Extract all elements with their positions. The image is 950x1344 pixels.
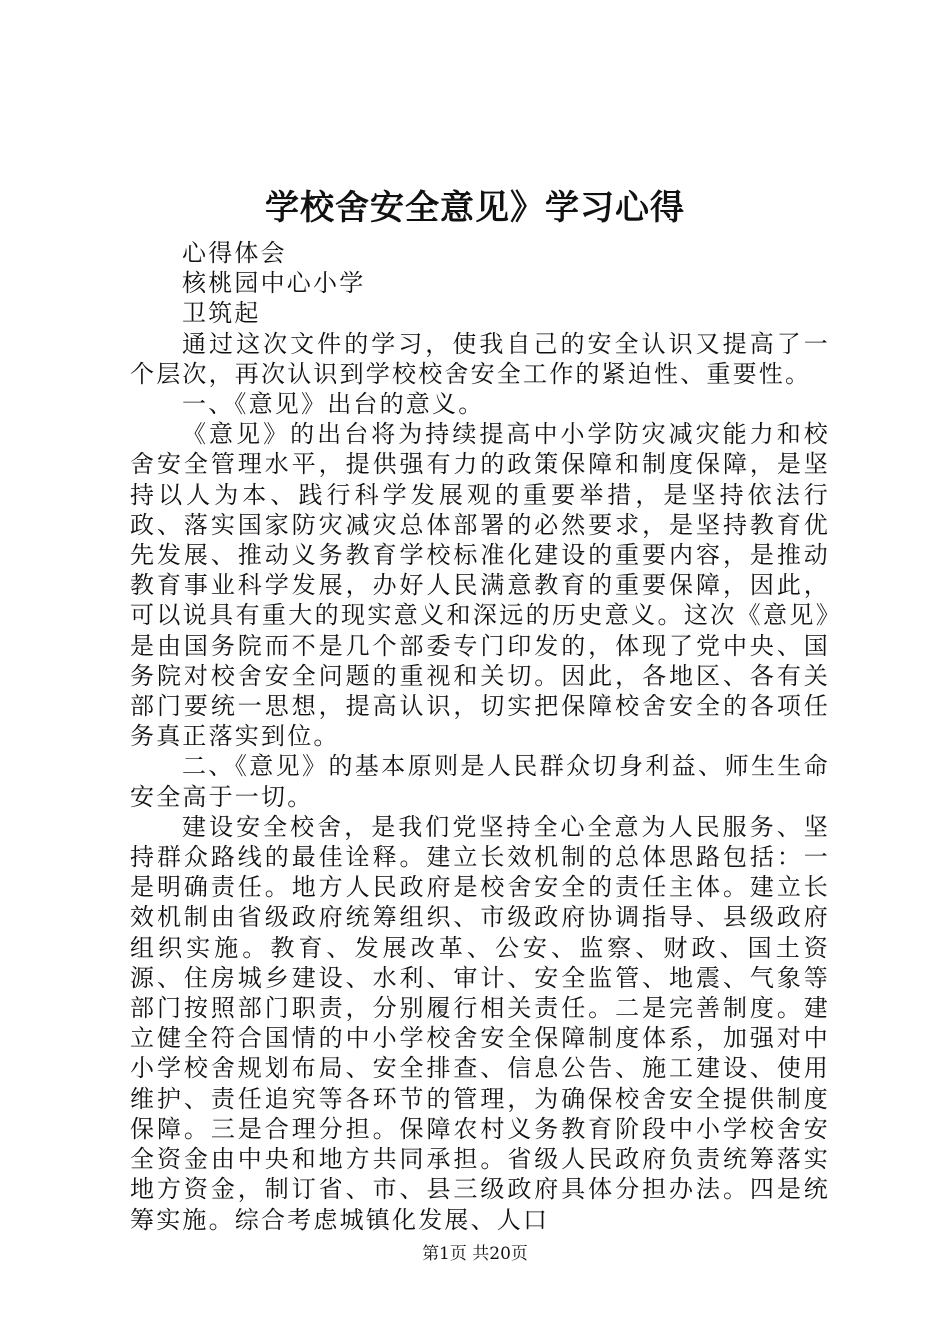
section-heading-2: 二、《意见》的基本原则是人民群众切身利益、师生生命安全高于一切。 (130, 752, 830, 811)
document-title: 学校舍安全意见》学习心得 (265, 188, 685, 228)
document-body (130, 238, 830, 1235)
paragraph-heading-label: 心得体会 (182, 239, 287, 267)
paragraph-section-1: 《意见》的出台将为持续提高中小学防灾减灾能力和校舍安全管理水平，提供强有力的政策保障和制度保障，是坚持以人为本、践行科学发展观的重要举措，是坚持依法行政、落实国家防灾减灾总体部署的必然要求，是坚持教育优先发展、推动义务教育学校标准化建设的重要内容，是推动教育事业科学发展，办好人民满意教育的重要保障，因此，可以说具有重大的现实意义和深远的历史意义。这次《意见》是由国务院而不是几个部委专门印发的，体现了党中央、国务院对校舍安全问题的重视和关切。因此，各地区、各有关部门要统一思想，提高认识，切实把保障校舍安全的各项任务真正落实到位。 (130, 420, 830, 751)
paragraph-section-2: 建设安全校舍，是我们党坚持全心全意为人民服务、坚持群众路线的最佳诠释。建立长效机制的总体思路包括：一是明确责任。地方人民政府是校舍安全的责任主体。建立长效机制由省级政府统筹组织、市级政府协调指导、县级政府组织实施。教育、发展改革、公安、监察、财政、国土资源、住房城乡建设、水利、审计、安全监管、地震、气象等部门按照部门职责，分别履行相关责任。二是完善制度。建立健全符合国情的中小学校舍安全保障制度体系，加强对中小学校舍规划布局、安全排查、信息公告、施工建设、使用维护、责任追究等各环节的管理，为确保校舍安全提供制度保障。三是合理分担。保障农村义务教育阶段中小学校舍安全资金由中央和地方共同承担。省级人民政府负责统筹落实地方资金，制订省、市、县三级政府具体分担办法。四是统筹实施。综合考虑城镇化发展、人口 (130, 812, 830, 1234)
paragraph-author-line: 卫筑起 (182, 299, 261, 328)
paragraph-school-name: 核桃园中心小学 (182, 269, 366, 298)
paragraph-intro: 通过这次文件的学习，使我自己的安全认识又提高了一个层次，再次认识到学校校舍安全工作的紧迫性、重要性。 (130, 329, 830, 388)
page-number-footer: 第1页 共20页 (422, 1244, 528, 1264)
section-heading-1: 一、《意见》出台的意义。 (182, 390, 485, 419)
